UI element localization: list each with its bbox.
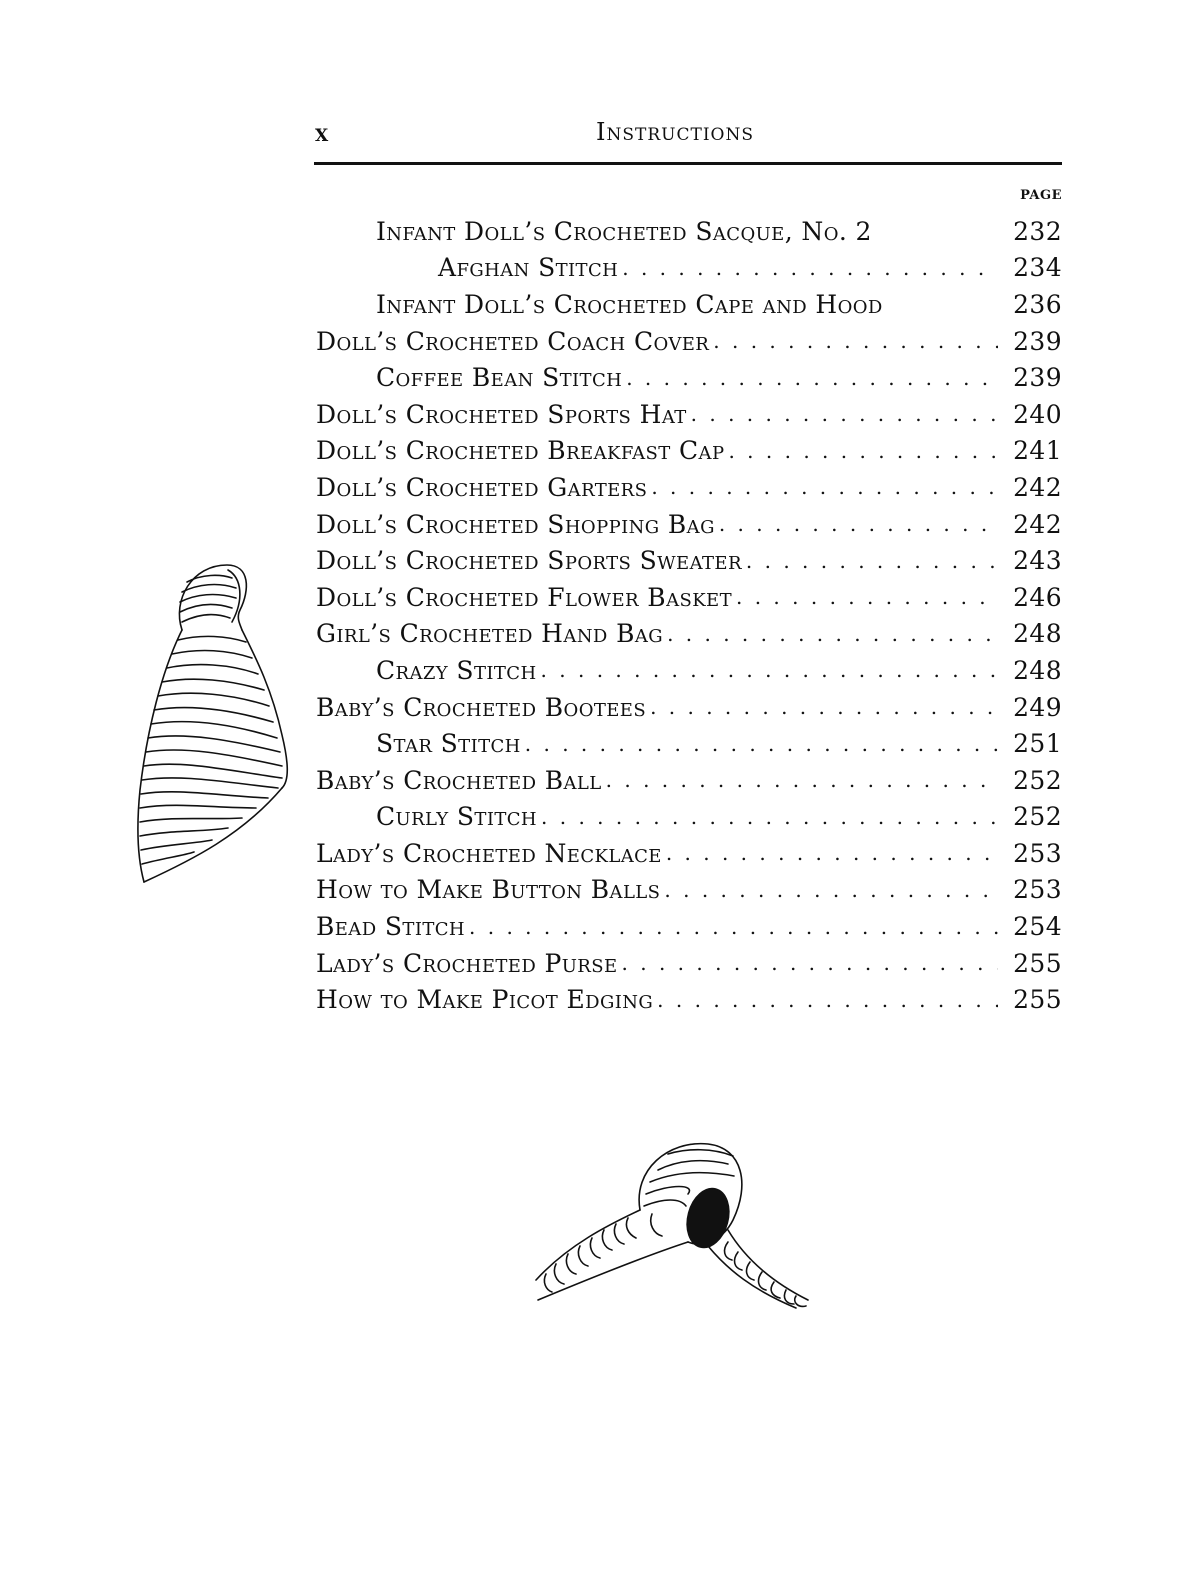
toc-entry [316, 433, 1062, 470]
dot-leader [622, 256, 998, 280]
toc-entry-page: 241 [1013, 436, 1062, 466]
toc-entry [316, 579, 1062, 616]
header-rule [314, 162, 1062, 165]
dot-leader [622, 951, 998, 975]
toc-entry-page: 253 [1013, 875, 1062, 905]
dot-leader [651, 475, 998, 499]
toc-entry-title: Doll’s Crocheted Sports Sweater [316, 546, 742, 576]
toc-entry-title: Doll’s Crocheted Flower Basket [316, 582, 732, 612]
dot-leader [746, 549, 998, 573]
toc-entry-page: 255 [1013, 948, 1062, 978]
toc-entry-title: Afghan Stitch [438, 253, 619, 283]
toc-entry-page: 249 [1013, 692, 1062, 722]
running-title: Instructions [596, 118, 754, 146]
toc-entry [316, 616, 1062, 653]
toc-entry-title: Doll’s Crocheted Shopping Bag [316, 509, 715, 539]
dot-leader [666, 841, 998, 865]
toc-entry-title: Doll’s Crocheted Coach Cover [316, 326, 710, 356]
dot-leader [525, 732, 998, 756]
toc-entry-title: Crazy Stitch [376, 655, 537, 685]
toc-entry [316, 945, 1062, 982]
toc-entry-title: Star Stitch [376, 729, 521, 759]
toc-entry-page: 234 [1013, 253, 1062, 283]
toc-entry [316, 725, 1062, 762]
toc-entry [316, 469, 1062, 506]
toc-entry [316, 286, 1062, 323]
toc-entry-title: Doll’s Crocheted Sports Hat [316, 399, 687, 429]
dot-leader [606, 768, 998, 792]
toc-entry-title: Infant Doll’s Crocheted Sacque, No. 2 [376, 216, 872, 246]
table-of-contents [316, 213, 1062, 1018]
toc-entry-title: Baby’s Crocheted Ball [316, 765, 602, 795]
toc-entry-title: Curly Stitch [376, 802, 538, 832]
toc-entry [316, 652, 1062, 689]
toc-entry-page: 239 [1013, 363, 1062, 393]
toc-entry-page: 254 [1013, 912, 1062, 942]
toc-entry-page: 236 [1013, 289, 1062, 319]
toc-entry-page: 242 [1013, 509, 1062, 539]
toc-entry [316, 835, 1062, 872]
toc-entry-title: Lady’s Crocheted Purse [316, 948, 618, 978]
toc-entry-page: 242 [1013, 472, 1062, 502]
dot-leader [650, 695, 998, 719]
page-number-roman: x [315, 118, 329, 147]
toc-entry [316, 213, 1062, 250]
dot-leader [626, 366, 998, 390]
running-header [312, 118, 1062, 154]
toc-entry-title: How to Make Button Balls [316, 875, 661, 905]
dot-leader [664, 878, 998, 902]
crocheted-hood-illustration [132, 560, 292, 890]
dot-leader [469, 915, 998, 939]
toc-entry-page: 246 [1013, 582, 1062, 612]
toc-entry [316, 250, 1062, 287]
toc-entry-title: Girl’s Crocheted Hand Bag [316, 619, 664, 649]
dot-leader [657, 988, 998, 1012]
toc-entry-page: 251 [1013, 729, 1062, 759]
toc-entry-title: Infant Doll’s Crocheted Cape and Hood [376, 289, 883, 319]
page-column-label: PAGE [1020, 188, 1062, 203]
toc-entry-page: 253 [1013, 838, 1062, 868]
toc-entry [316, 542, 1062, 579]
toc-entry-title: Doll’s Crocheted Breakfast Cap [316, 436, 725, 466]
toc-entry [316, 799, 1062, 836]
toc-entry [316, 981, 1062, 1018]
toc-entry-page: 255 [1013, 985, 1062, 1015]
dot-leader [713, 329, 998, 353]
toc-entry [316, 323, 1062, 360]
dot-leader [736, 585, 998, 609]
toc-entry-title: How to Make Picot Edging [316, 985, 654, 1015]
dot-leader [719, 512, 998, 536]
toc-entry-title: Coffee Bean Stitch [376, 363, 623, 393]
toc-entry-page: 232 [1013, 216, 1062, 246]
toc-entry-title: Doll’s Crocheted Garters [316, 472, 648, 502]
toc-entry [316, 762, 1062, 799]
toc-entry-page: 252 [1013, 765, 1062, 795]
dot-leader [728, 439, 998, 463]
toc-entry [316, 506, 1062, 543]
toc-entry [316, 872, 1062, 909]
toc-entry-page: 239 [1013, 326, 1062, 356]
toc-entry-page: 252 [1013, 802, 1062, 832]
toc-entry-title: Baby’s Crocheted Bootees [316, 692, 647, 722]
crocheted-ball-and-cord-illustration [528, 1130, 818, 1315]
dot-leader [667, 622, 998, 646]
dot-leader [691, 402, 998, 426]
toc-entry [316, 396, 1062, 433]
toc-entry [316, 908, 1062, 945]
toc-entry [316, 689, 1062, 726]
dot-leader [541, 805, 998, 829]
toc-entry-page: 243 [1013, 546, 1062, 576]
toc-entry-page: 248 [1013, 619, 1062, 649]
dot-leader [541, 658, 998, 682]
toc-entry [316, 359, 1062, 396]
toc-entry-page: 240 [1013, 399, 1062, 429]
toc-entry-title: Bead Stitch [316, 912, 466, 942]
toc-entry-title: Lady’s Crocheted Necklace [316, 838, 662, 868]
toc-entry-page: 248 [1013, 655, 1062, 685]
